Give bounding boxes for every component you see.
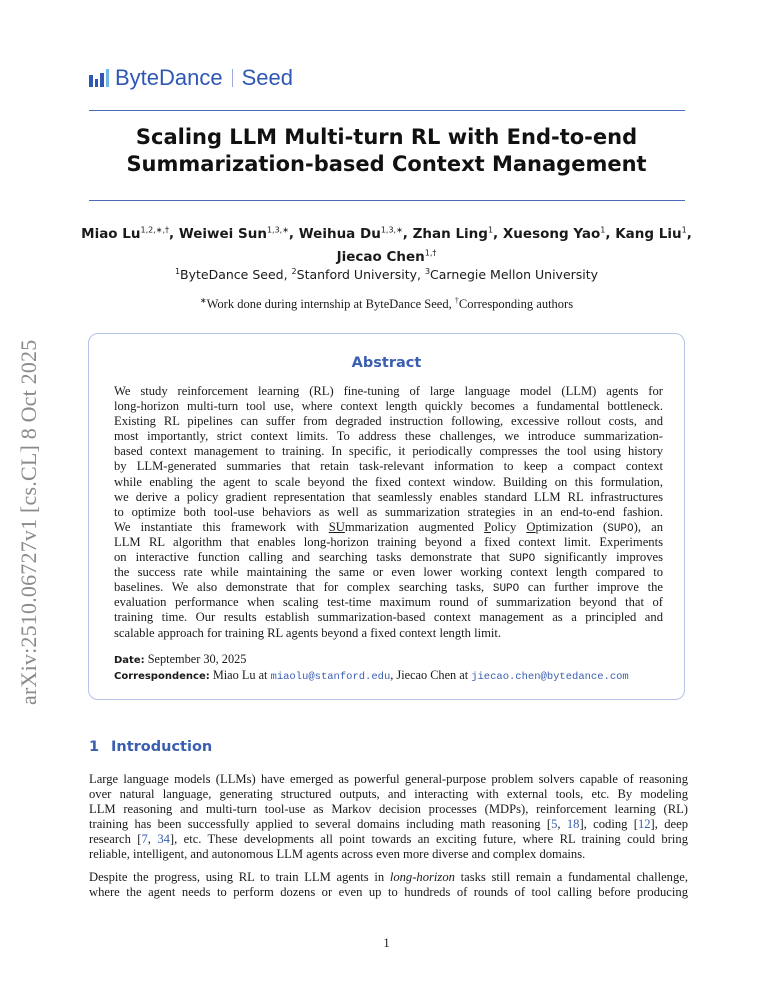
date-label: Date: — [114, 655, 145, 666]
author-list: Miao $Lu^{1,2,∗,\dagger}$, Weiwei Sun$^{1,3,∗}$, Weihua $Du^{1,3,∗}$, Zhan Ling$^1$, Xuesong Yao$^1$, Kang Liu$^1$, Jiecao Chen$^{1,\dagger}$ — [81, 225, 692, 265]
footnote-text: Corresponding authors — [458, 297, 574, 312]
text-line — [89, 870, 688, 885]
text-segment: O — [526, 519, 536, 534]
abstract-text — [114, 384, 663, 641]
footnote-mark: ∗ — [199, 296, 207, 305]
text-segment: ptimization ( — [535, 519, 608, 534]
text-line — [114, 475, 663, 490]
text-segment: while enabling the agent to scale beyond the fixed context window. Building on this formulation, — [114, 474, 663, 489]
text-segment: long-horizon — [389, 870, 455, 884]
text-segment: to optimize both tool-use behaviors as well as summarization strategies in an end-to-end fashion. — [114, 504, 663, 519]
paper-title — [60, 124, 713, 178]
bytedance-seed-logo — [89, 64, 293, 92]
paper-meta — [114, 651, 663, 683]
text-line — [114, 550, 663, 565]
affiliation-mark: 1 — [174, 267, 181, 276]
author-affiliation-mark: 1,† — [424, 248, 437, 258]
correspondence-label: Correspondence: — [114, 671, 210, 682]
title-line-2: Summarization-based Context Management — [126, 152, 647, 176]
author — [337, 249, 437, 265]
text-line — [114, 610, 663, 625]
text-segment: long-horizon multi-turn tool use, where context length quickly becomes a fundamental bottleneck. — [114, 399, 663, 414]
text-segment: baselines. We also demonstrate that for complex searching tasks, — [114, 580, 493, 595]
intro-paragraph-1 — [89, 772, 688, 862]
text-segment: training has been successfully applied to several domains including math reasoning [ — [89, 817, 552, 831]
affiliation-mark: 2 — [291, 267, 297, 276]
text-segment: Despite the progress, using RL to train LLM agents in — [89, 870, 390, 884]
text-segment: We instantiate this framework with — [114, 519, 329, 534]
text-line — [114, 444, 663, 459]
affiliation-mark: 3 — [424, 267, 431, 276]
footnote-text: Work done during internship at ByteDance Seed, — [206, 297, 455, 312]
text-segment: SUPO — [508, 553, 536, 566]
text-line — [114, 384, 663, 399]
text-segment: research [ — [89, 832, 142, 846]
email-link[interactable]: miaolu@stanford.edu — [270, 671, 391, 683]
text-segment: , — [557, 817, 567, 831]
author — [81, 226, 169, 242]
text-segment: LLM RL algorithm that enables long-horizon training beyond a fixed context limit. Experiments — [114, 534, 663, 549]
text-line — [114, 535, 663, 550]
text-line — [114, 414, 663, 429]
text-segment: ], deep — [650, 817, 688, 831]
page-number: 1 — [383, 936, 390, 950]
text-line — [89, 832, 688, 847]
date-value: September 30, 2025 — [147, 652, 247, 666]
affiliation-name: Stanford University — [296, 267, 417, 283]
author-affiliation-mark: 1 — [487, 225, 494, 234]
text-segment: ], coding [ — [579, 817, 638, 831]
date-row — [114, 651, 663, 667]
text-segment: ], etc. These developments all point towards an exciting future, where RL training could bring — [169, 832, 688, 846]
top-rule — [89, 110, 685, 111]
text-segment: significantly improves — [535, 550, 663, 565]
text-segment: we derive a policy gradient representation that seamlessly enables standard LLM RL infrastructures — [114, 489, 663, 504]
citation-link[interactable]: 12 — [637, 817, 651, 831]
text-segment: tasks still remain a fundamental challenge, — [454, 870, 688, 884]
arxiv-identifier: arXiv:2510.06727v1 [cs.CL] 8 Oct 2025 — [16, 339, 41, 705]
text-segment: based context management to training. In specific, it periodically compresses the tool using history — [114, 444, 663, 459]
text-segment: by LLM-generated summaries that retain task-relevant information to keep a compact context — [114, 459, 663, 474]
author-affiliation-mark: 1,2,∗,† — [140, 225, 170, 234]
author-name: Kang Liu — [615, 225, 682, 242]
text-segment: on interactive function calling and searching tasks demonstrate that — [114, 550, 509, 565]
logo-brand: ByteDance — [115, 65, 223, 90]
text-segment: over natural language, generating structured outputs, and interacting with external tools, etc. By modeling — [89, 787, 688, 801]
text-line — [114, 565, 663, 580]
author — [503, 226, 605, 242]
text-segment: training time. Our results establish summarization-based context management as a principled and — [114, 610, 663, 625]
author-name: Zhan Ling — [412, 225, 488, 242]
citation-link[interactable]: 7 — [141, 832, 148, 846]
text-segment: mmarization augmented — [344, 519, 485, 534]
text-segment: SU — [328, 519, 345, 534]
author-affiliation-mark: 1 — [681, 225, 687, 234]
affiliations: $^1$ByteDance Seed, $^2$Stanford University, $^3$Carnegie Mellon University — [174, 267, 599, 283]
author-affiliation-mark: 1,3,∗ — [266, 225, 289, 234]
text-line — [114, 520, 663, 535]
text-segment: the success rate while maintaining the same or even lower working context length compared to — [114, 565, 663, 580]
text-segment: SUPO — [607, 522, 634, 535]
author-name: Weiwei Sun — [178, 225, 267, 242]
text-segment: olicy — [491, 519, 527, 534]
citation-link[interactable]: 5 — [551, 817, 558, 831]
footnote-mark: † — [454, 296, 459, 305]
text-segment: SUPO — [492, 583, 520, 596]
text-line — [114, 580, 663, 595]
section-number: 1 — [89, 739, 100, 755]
intro-paragraph-2 — [89, 870, 688, 900]
correspondence-text: , Jiecao Chen at — [390, 668, 472, 682]
text-segment: Existing RL pipelines can suffer from degraded instruction following, excessive rollout costs, and — [114, 414, 663, 429]
text-line — [114, 429, 663, 444]
text-line — [114, 505, 663, 520]
text-segment: reliable, intelligent, and autonomous LLM agents across even more diverse and complex domains. — [89, 847, 586, 861]
text-segment: We study reinforcement learning (RL) fine-tuning of large language model (LLM) agents for — [114, 384, 663, 398]
author — [615, 226, 686, 242]
author-affiliation-mark: 1 — [600, 225, 606, 234]
text-segment: P — [484, 519, 492, 534]
affiliation-name: Carnegie Mellon University — [430, 267, 599, 283]
text-segment: , — [147, 832, 158, 846]
affiliation-name: ByteDance Seed — [180, 267, 284, 283]
text-line — [114, 459, 663, 474]
text-segment: where the agent needs to perform dozens or even up to hundreds of rounds of tool calling before producing — [89, 885, 688, 899]
author — [413, 226, 493, 242]
correspondence-row — [114, 667, 663, 683]
text-segment: evaluation performance when scaling test-time maximum round of summarization beyond that of — [114, 595, 663, 610]
title-rule — [89, 200, 685, 201]
abstract-heading: Abstract — [351, 355, 422, 371]
author-name: Miao Lu — [81, 225, 141, 242]
author-affiliation-mark: 1,3,∗ — [380, 225, 403, 234]
citation-link[interactable]: 18 — [566, 817, 580, 831]
logo-divider — [232, 69, 233, 87]
section-heading — [89, 739, 212, 755]
correspondence-text: Miao Lu at — [212, 668, 271, 682]
text-line — [89, 817, 688, 832]
text-line — [114, 490, 663, 505]
author — [179, 226, 289, 242]
text-segment: Large language models (LLMs) have emerged as powerful general-purpose problem solvers capable of reasoning — [89, 772, 688, 786]
email-link[interactable]: jiecao.chen@bytedance.com — [471, 671, 629, 683]
text-line — [89, 847, 688, 862]
author — [299, 226, 403, 242]
text-line — [89, 802, 688, 817]
text-segment: most importantly, strict context limits. To address these challenges, we introduce summarization- — [114, 429, 663, 444]
text-segment: scalable approach for training RL agents beyond a fixed context length limit. — [114, 625, 502, 640]
text-line — [89, 885, 688, 900]
logo-product: Seed — [241, 65, 294, 90]
text-line — [114, 399, 663, 414]
citation-link[interactable]: 34 — [157, 832, 170, 846]
logo-bars-icon — [89, 69, 109, 87]
author-name: Jiecao Chen — [336, 249, 425, 265]
text-segment: can further improve the — [519, 580, 663, 595]
author-name: Xuesong Yao — [502, 225, 601, 242]
text-segment: LLM reasoning and multi-turn tool-use as Markov decision processes (MDPs), reinforcement learning (RL) — [89, 802, 688, 816]
author-name: Weihua Du — [298, 225, 381, 242]
text-line — [114, 595, 663, 610]
text-line — [89, 772, 688, 787]
text-segment: ), an — [633, 519, 663, 534]
title-line-1: Scaling LLM Multi-turn RL with End-to-end — [135, 125, 638, 149]
text-line — [114, 626, 663, 641]
author-footnote — [80, 296, 693, 312]
text-line — [89, 787, 688, 802]
section-title: Introduction — [111, 739, 213, 755]
